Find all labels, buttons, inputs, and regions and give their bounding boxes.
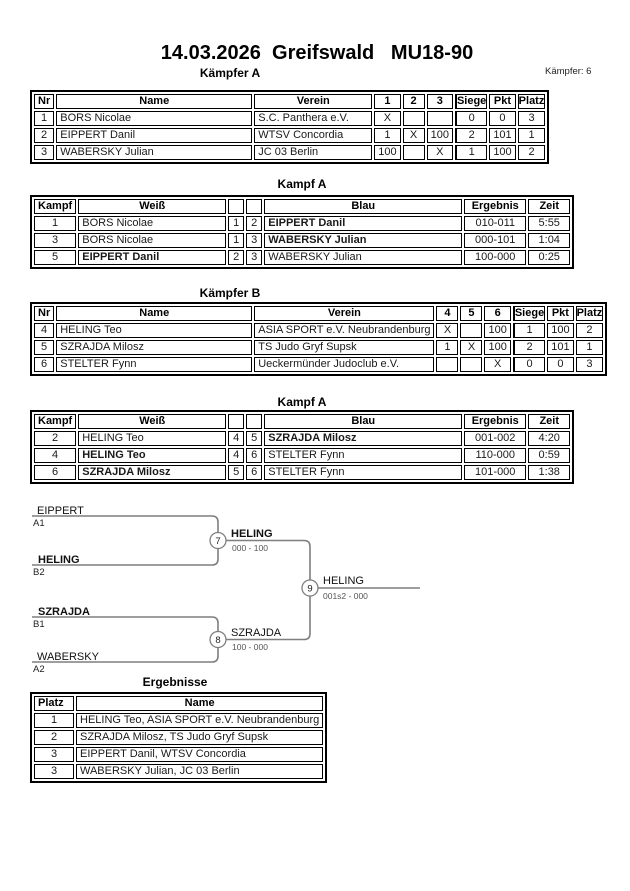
table-row	[34, 448, 570, 463]
col-header-siege: Siege	[514, 307, 545, 319]
table-row	[34, 128, 545, 143]
platz-cell: 3	[576, 357, 604, 372]
result-cell: X	[436, 323, 458, 338]
table-row	[34, 111, 545, 126]
table-row	[34, 323, 603, 338]
fighter-club	[254, 323, 434, 338]
result-cell: 1	[436, 340, 458, 355]
col-header-verein: Verein	[254, 306, 434, 321]
semifinal1-winner: HELING	[231, 528, 273, 540]
result-score: 100-000	[464, 250, 526, 265]
fighter-nr: 2	[34, 128, 54, 143]
white-fighter: BORS Nicolae	[78, 233, 226, 248]
result-place: 1	[34, 713, 74, 728]
col-header-platz: Platz	[518, 95, 545, 107]
siege-cell: 0	[455, 111, 487, 126]
blue-fighter: WABERSKY Julian	[264, 233, 462, 248]
result-cell	[403, 111, 425, 126]
col-header-pkt: Pkt	[547, 306, 573, 321]
col-header-empty	[246, 414, 262, 429]
col-header-name: Name	[76, 696, 323, 711]
col-header-6: 6	[484, 306, 510, 321]
result-cell	[427, 111, 453, 126]
fighter-club-text: JC 03 Berlin	[258, 146, 319, 158]
platz-cell: 2	[518, 145, 546, 160]
fighters-count-label: Kämpfer: 6	[545, 66, 592, 77]
result-cell: 100	[374, 145, 400, 160]
result-place: 3	[34, 747, 74, 762]
siege-cell: 0	[513, 357, 545, 372]
match-number: 4	[34, 448, 76, 463]
pkt-cell: 100	[489, 145, 515, 160]
bracket-slot-seed: B1	[33, 619, 45, 630]
fighter-name: SZRAJDA Milosz	[56, 340, 252, 355]
white-fighter: EIPPERT Danil	[78, 250, 226, 265]
col-header-pkt: Pkt	[489, 94, 515, 109]
siege-cell: 1	[455, 145, 487, 160]
fighter-name: EIPPERT Danil	[56, 128, 252, 143]
fighter-club-text: TS Judo Gryf Supsk	[258, 341, 357, 353]
col-header-zeit: Zeit	[528, 199, 570, 214]
col-header-3: 3	[427, 94, 453, 109]
white-number: 2	[228, 250, 244, 265]
semifinal2-score: 100 - 000	[232, 642, 268, 652]
table-header-row	[34, 696, 323, 711]
result-cell: X	[403, 128, 425, 143]
table-header-row	[34, 414, 570, 429]
result-name: EIPPERT Danil, WTSV Concordia	[76, 747, 323, 762]
semifinal2-winner: SZRAJDA	[231, 627, 282, 639]
col-header-empty	[228, 414, 244, 429]
result-score: 101-000	[464, 465, 526, 480]
kaempfer-a-table	[30, 90, 549, 164]
fighter-nr: 6	[34, 357, 54, 372]
result-cell: X	[427, 145, 453, 160]
blue-number: 2	[246, 216, 262, 231]
bracket-slot-seed: A2	[33, 664, 45, 675]
fighter-nr: 3	[34, 145, 54, 160]
result-place: 2	[34, 730, 74, 745]
table-row	[34, 357, 603, 372]
fighter-name: BORS Nicolae	[56, 111, 252, 126]
col-header-nr: Nr	[34, 94, 54, 109]
result-score: 110-000	[464, 448, 526, 463]
col-header-siege: Siege	[456, 95, 487, 107]
blue-fighter: STELTER Fynn	[264, 448, 462, 463]
white-fighter: HELING Teo	[78, 448, 226, 463]
section-title-kampf-a1: Kampf A	[277, 177, 327, 191]
col-header-zeit: Zeit	[528, 414, 570, 429]
result-score: 001-002	[464, 431, 526, 446]
bracket-slot-name: WABERSKY	[37, 651, 99, 663]
bracket-slot-seed: B2	[33, 567, 45, 578]
col-header-ergebnis: Ergebnis	[464, 414, 526, 429]
result-cell: 100	[484, 323, 510, 338]
final-score: 001s2 - 000	[323, 591, 368, 601]
bracket-slot-name: HELING	[38, 554, 80, 566]
result-cell	[460, 323, 482, 338]
col-header-name: Name	[56, 306, 252, 321]
blue-number: 6	[246, 448, 262, 463]
col-header-name: Name	[56, 94, 252, 109]
fighter-nr: 4	[34, 323, 54, 338]
col-header-kampf: Kampf	[34, 414, 76, 429]
blue-fighter: STELTER Fynn	[264, 465, 462, 480]
fighter-club-text: WTSV Concordia	[258, 129, 344, 141]
fighter-name: STELTER Fynn	[56, 357, 252, 372]
pkt-cell: 100	[547, 323, 573, 338]
table-header-row	[34, 306, 603, 321]
fighter-club-text: ASIA SPORT e.V. Neubrandenburg	[258, 324, 431, 336]
match-number: 2	[34, 431, 76, 446]
match-number-8: 8	[215, 635, 221, 646]
result-name: WABERSKY Julian, JC 03 Berlin	[76, 764, 323, 779]
table-row	[34, 145, 545, 160]
fighter-club	[254, 111, 372, 126]
siege-cell: 1	[513, 323, 545, 338]
pkt-cell: 101	[489, 128, 515, 143]
page-title: 14.03.2026 Greifswald MU18-90	[160, 42, 474, 64]
result-name: SZRAJDA Milosz, TS Judo Gryf Supsk	[76, 730, 323, 745]
col-header-empty	[228, 199, 244, 214]
fighter-name: HELING Teo	[56, 323, 252, 338]
table-row	[34, 431, 570, 446]
col-header-empty	[246, 199, 262, 214]
fighter-nr: 1	[34, 111, 54, 126]
col-header-weiss: Weiß	[78, 414, 226, 429]
col-header-2: 2	[403, 94, 425, 109]
table-header-row	[34, 94, 545, 109]
blue-fighter: WABERSKY Julian	[264, 250, 462, 265]
table-row	[34, 730, 323, 745]
col-header-blau: Blau	[264, 414, 462, 429]
result-cell: 100	[484, 340, 510, 355]
platz-cell: 1	[518, 128, 546, 143]
match-number: 1	[34, 216, 76, 231]
ergebnisse-table	[30, 692, 327, 783]
finals-bracket	[0, 493, 630, 683]
bracket-slot-name: EIPPERT	[37, 505, 84, 517]
table-row	[34, 713, 323, 728]
white-number: 1	[228, 233, 244, 248]
platz-cell: 2	[576, 323, 604, 338]
blue-number: 3	[246, 233, 262, 248]
table-row	[34, 340, 603, 355]
fight-time: 1:38	[528, 465, 570, 480]
semifinal1-score: 000 - 100	[232, 543, 268, 553]
section-title-kaempfer-b: Kämpfer B	[199, 286, 261, 300]
white-number: 4	[228, 448, 244, 463]
blue-fighter: SZRAJDA Milosz	[264, 431, 462, 446]
bracket-slot-seed: A1	[33, 518, 45, 529]
white-number: 4	[228, 431, 244, 446]
white-fighter: SZRAJDA Milosz	[78, 465, 226, 480]
table-row	[34, 747, 323, 762]
match-number-7: 7	[215, 536, 221, 547]
blue-number: 6	[246, 465, 262, 480]
result-cell: X	[460, 340, 482, 355]
match-number: 3	[34, 233, 76, 248]
result-cell	[460, 357, 482, 372]
table-row	[34, 216, 570, 231]
col-header-nr: Nr	[34, 306, 54, 321]
platz-cell: 3	[518, 111, 546, 126]
fighter-nr: 5	[34, 340, 54, 355]
pkt-cell: 0	[547, 357, 573, 372]
match-number: 5	[34, 250, 76, 265]
match-number: 6	[34, 465, 76, 480]
blue-number: 3	[246, 250, 262, 265]
table-header-row	[34, 199, 570, 214]
white-fighter: HELING Teo	[78, 431, 226, 446]
fighter-club	[254, 340, 434, 355]
section-title-kampf-a2: Kampf A	[277, 395, 327, 409]
white-number: 1	[228, 216, 244, 231]
final-winner: HELING	[323, 575, 364, 587]
siege-cell: 2	[455, 128, 487, 143]
fighter-club-text: S.C. Panthera e.V.	[258, 112, 349, 124]
bracket-slot-name: SZRAJDA	[38, 606, 90, 618]
fighter-club-text: Ueckermünder Judoclub e.V.	[258, 358, 400, 370]
result-place: 3	[34, 764, 74, 779]
col-header-ergebnis: Ergebnis	[464, 199, 526, 214]
table-row	[34, 233, 570, 248]
fight-time: 5:55	[528, 216, 570, 231]
col-header-5: 5	[460, 306, 482, 321]
kampf-a2-table	[30, 410, 574, 484]
result-name: HELING Teo, ASIA SPORT e.V. Neubrandenburg	[76, 713, 323, 728]
result-cell	[436, 357, 458, 372]
blue-number: 5	[246, 431, 262, 446]
col-header-kampf: Kampf	[34, 199, 76, 214]
result-score: 010-011	[464, 216, 526, 231]
col-header-blau: Blau	[264, 199, 462, 214]
result-cell: X	[374, 111, 400, 126]
white-number: 5	[228, 465, 244, 480]
result-cell: 100	[427, 128, 453, 143]
fight-time: 0:25	[528, 250, 570, 265]
white-fighter: BORS Nicolae	[78, 216, 226, 231]
fight-time: 0:59	[528, 448, 570, 463]
pkt-cell: 101	[547, 340, 573, 355]
col-header-platz: Platz	[576, 307, 603, 319]
fighter-club	[254, 128, 372, 143]
col-header-platz: Platz	[34, 696, 74, 711]
result-cell: X	[484, 357, 510, 372]
platz-cell: 1	[576, 340, 604, 355]
blue-fighter: EIPPERT Danil	[264, 216, 462, 231]
result-cell: 1	[374, 128, 400, 143]
kampf-a1-table	[30, 195, 574, 269]
fight-time: 4:20	[528, 431, 570, 446]
table-row	[34, 250, 570, 265]
fighter-club	[254, 357, 434, 372]
col-header-4: 4	[436, 306, 458, 321]
section-title-ergebnisse: Ergebnisse	[142, 675, 208, 689]
col-header-1: 1	[374, 94, 400, 109]
col-header-weiss: Weiß	[78, 199, 226, 214]
col-header-verein: Verein	[254, 94, 372, 109]
section-title-kaempfer-a: Kämpfer A	[199, 66, 261, 80]
fight-time: 1:04	[528, 233, 570, 248]
result-cell	[403, 145, 425, 160]
pkt-cell: 0	[489, 111, 515, 126]
fighter-name: WABERSKY Julian	[56, 145, 252, 160]
result-score: 000-101	[464, 233, 526, 248]
table-row	[34, 465, 570, 480]
table-row	[34, 764, 323, 779]
siege-cell: 2	[513, 340, 545, 355]
fighter-club	[254, 145, 372, 160]
kaempfer-b-table	[30, 302, 607, 376]
match-number-9: 9	[307, 583, 313, 595]
